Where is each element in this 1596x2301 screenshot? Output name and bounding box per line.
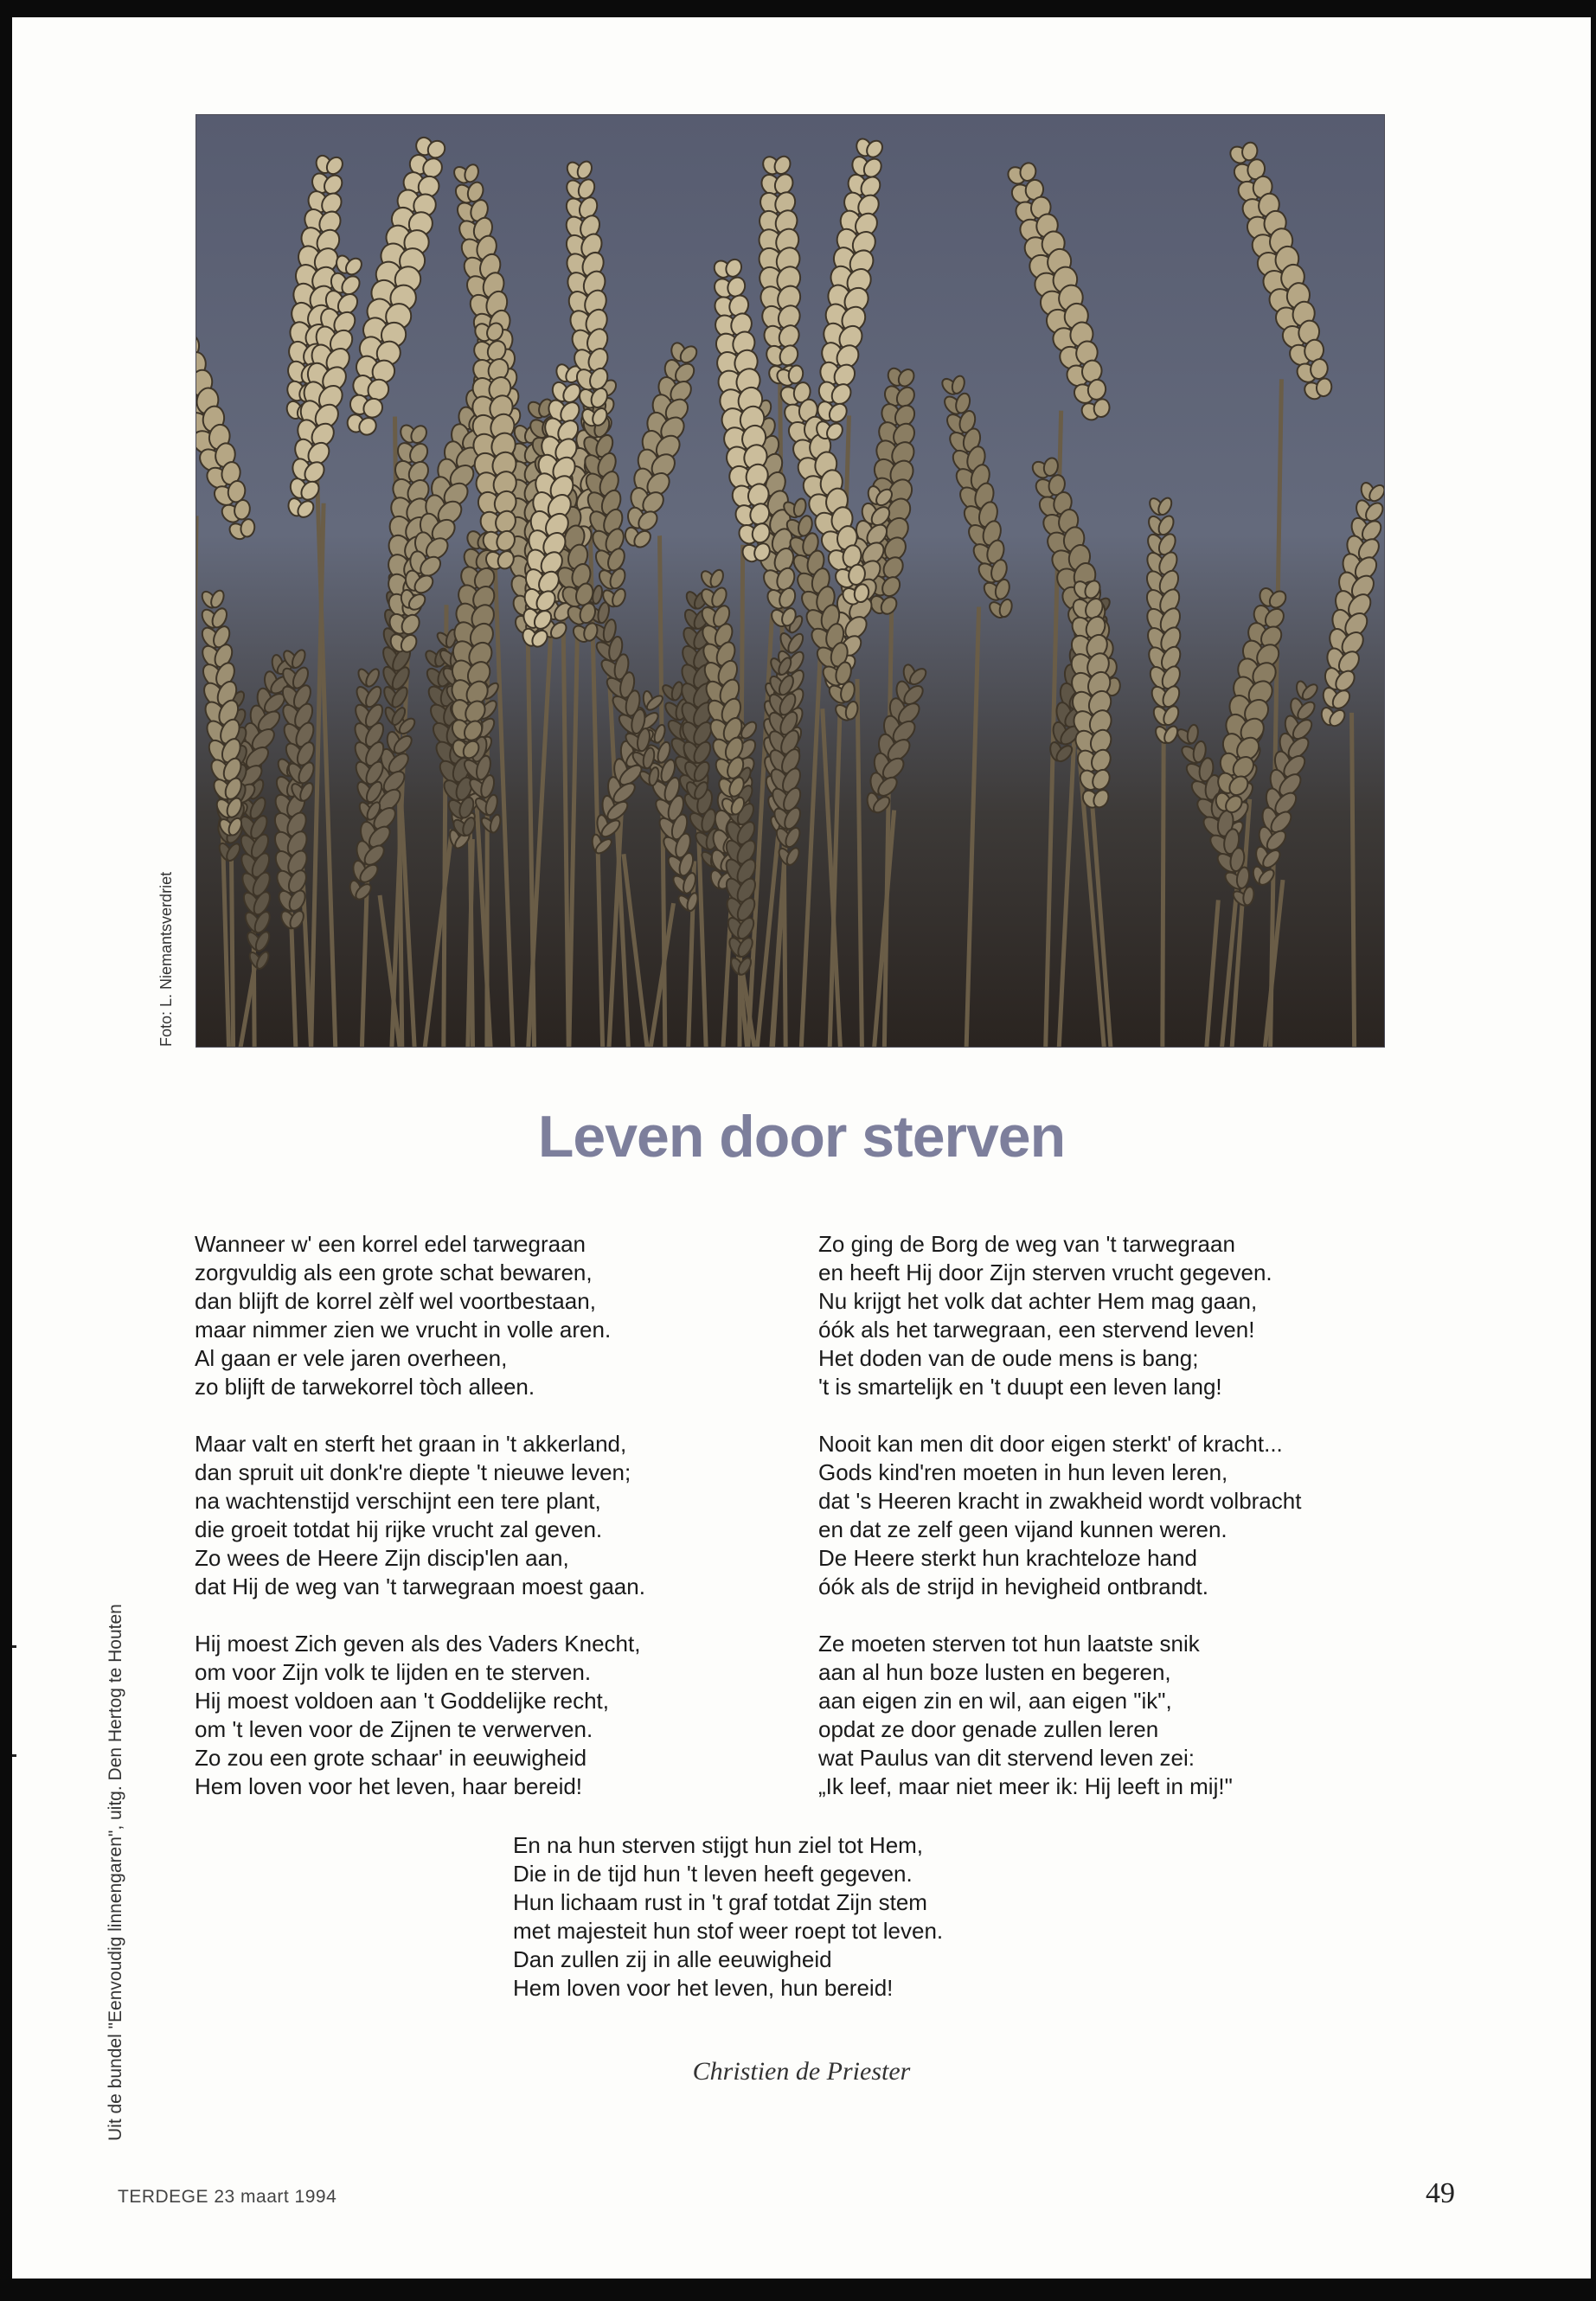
poem-line: óók als de strijd in hevigheid ontbrandt. bbox=[818, 1574, 1208, 1599]
poem-line: Hij moest Zich geven als des Vaders Knecht, bbox=[195, 1631, 641, 1657]
poem-left-column bbox=[195, 1230, 792, 1830]
poem-line: Maar valt en sterft het graan in 't akkerland, bbox=[195, 1431, 627, 1457]
poem-line: wat Paulus van dit stervend leven zei: bbox=[818, 1745, 1195, 1771]
poem-right-column bbox=[818, 1230, 1441, 1830]
poem-line: die groeit totdat hij rijke vrucht zal geven. bbox=[195, 1516, 603, 1542]
source-note: Uit de bundel "Eenvoudig linnengaren", uitg. Den Hertog te Houten bbox=[106, 1604, 125, 2141]
poem-line: Zo zou een grote schaar' in eeuwigheid bbox=[195, 1745, 587, 1771]
poem-line: Hun lichaam rust in 't graf totdat Zijn stem bbox=[513, 1889, 927, 1915]
wheat-stalk bbox=[470, 816, 472, 1047]
poem-line: en heeft Hij door Zijn sterven vrucht gegeven. bbox=[818, 1259, 1272, 1285]
page-title: Leven door sterven bbox=[537, 1104, 1066, 1170]
poem-line: dat 's Heeren kracht in zwakheid wordt volbracht bbox=[818, 1488, 1302, 1514]
poem-line: zo blijft de tarwekorrel tòch alleen. bbox=[195, 1374, 535, 1400]
poem-stanza bbox=[195, 1230, 792, 1401]
poem-line: en dat ze zelf geen vijand kunnen weren. bbox=[818, 1516, 1227, 1542]
poem-line: Dan zullen zij in alle eeuwigheid bbox=[513, 1946, 832, 1972]
poem-line: om voor Zijn volk te lijden en te sterven. bbox=[195, 1659, 592, 1685]
poem-line: Hij moest voldoen aan 't Goddelijke recht, bbox=[195, 1688, 609, 1714]
magazine-page bbox=[12, 17, 1591, 2279]
poem-line: Nooit kan men dit door eigen sterkt' of kracht... bbox=[818, 1431, 1283, 1457]
poem-line: 't is smartelijk en 't duupt een leven lang! bbox=[818, 1374, 1222, 1400]
poem-line: Gods kind'ren moeten in hun leven leren, bbox=[818, 1459, 1228, 1485]
poem-line: aan al hun boze lusten en begeren, bbox=[818, 1659, 1171, 1685]
poem-line: opdat ze door genade zullen leren bbox=[818, 1716, 1159, 1742]
poem-line: zorgvuldig als een grote schat bewaren, bbox=[195, 1259, 593, 1285]
poem-line: De Heere sterkt hun krachteloze hand bbox=[818, 1545, 1197, 1571]
poem-stanza bbox=[818, 1630, 1441, 1801]
footer-publication: TERDEGE 23 maart 1994 bbox=[118, 2187, 337, 2207]
margin-mark bbox=[12, 1754, 16, 1757]
poem-stanza bbox=[818, 1230, 1441, 1401]
wheat-stalk bbox=[232, 857, 234, 1047]
poem-author: Christien de Priester bbox=[692, 2057, 911, 2086]
poem-line: dan blijft de korrel zèlf wel voortbestaan, bbox=[195, 1288, 596, 1314]
poem-stanza bbox=[195, 1430, 792, 1601]
page-number: 49 bbox=[1426, 2177, 1455, 2209]
poem-line: maar nimmer zien we vrucht in volle aren. bbox=[195, 1317, 612, 1343]
poem-final-stanza bbox=[513, 1831, 1118, 2031]
poem-line: Wanneer w' een korrel edel tarwegraan bbox=[195, 1231, 586, 1257]
poem-line: En na hun sterven stijgt hun ziel tot Hem, bbox=[513, 1832, 924, 1858]
wheat-ears-photo bbox=[195, 114, 1385, 1048]
photo-credit: Foto: L. Niemantsverdriet bbox=[157, 871, 175, 1047]
poem-stanza bbox=[513, 1831, 1118, 2003]
poem-line: Het doden van de oude mens is bang; bbox=[818, 1345, 1199, 1371]
poem-line: Ze moeten sterven tot hun laatste snik bbox=[818, 1631, 1200, 1657]
poem-stanza bbox=[195, 1630, 792, 1801]
poem-line: Nu krijgt het volk dat achter Hem mag gaan, bbox=[818, 1288, 1258, 1314]
poem-line: dat Hij de weg van 't tarwegraan moest gaan. bbox=[195, 1574, 645, 1599]
poem-line: na wachtenstijd verschijnt een tere plant, bbox=[195, 1488, 601, 1514]
poem-line: met majesteit hun stof weer roept tot leven. bbox=[513, 1918, 944, 1944]
poem-line: Die in de tijd hun 't leven heeft gegeven. bbox=[513, 1861, 913, 1887]
poem-stanza bbox=[818, 1430, 1441, 1601]
poem-line: Al gaan er vele jaren overheen, bbox=[195, 1345, 508, 1371]
wheat-stalk bbox=[1352, 713, 1355, 1047]
poem-line: Hem loven voor het leven, hun bereid! bbox=[513, 1975, 894, 2001]
poem-line: Hem loven voor het leven, haar bereid! bbox=[195, 1773, 583, 1799]
poem-line: Zo ging de Borg de weg van 't tarwegraan bbox=[818, 1231, 1235, 1257]
margin-mark bbox=[12, 1645, 16, 1648]
poem-line: aan eigen zin en wil, aan eigen "ik", bbox=[818, 1688, 1172, 1714]
poem-line: óók als het tarwegraan, een stervend leven! bbox=[818, 1317, 1255, 1343]
poem-line: dan spruit uit donk're diepte 't nieuwe leven; bbox=[195, 1459, 631, 1485]
poem-line: Zo wees de Heere Zijn discip'len aan, bbox=[195, 1545, 569, 1571]
poem-line: om 't leven voor de Zijnen te verwerven. bbox=[195, 1716, 593, 1742]
poem-line: „Ik leef, maar niet meer ik: Hij leeft in mij!" bbox=[818, 1773, 1233, 1799]
